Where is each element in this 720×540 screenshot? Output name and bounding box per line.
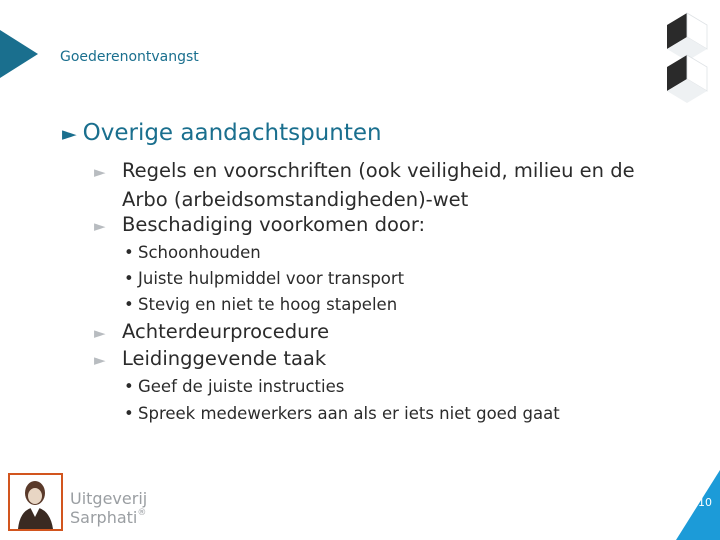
sub-bullet-marker: •	[124, 269, 134, 288]
logo-registered-mark: ®	[137, 508, 147, 518]
list-item	[94, 211, 425, 240]
list-item	[94, 345, 326, 374]
sub-bullet-marker: •	[124, 377, 134, 396]
logo-text-line2	[70, 508, 146, 527]
sub-list-item-text: Juiste hulpmiddel voor transport	[138, 269, 405, 288]
sub-list-item-text: Schoonhouden	[138, 243, 261, 262]
list-item-text: Regels en voorschriften (ook veiligheid, milieu en de	[122, 159, 635, 182]
heading-text: Overige aandachtspunten	[82, 120, 382, 146]
sub-list-item	[124, 292, 397, 318]
list-item	[94, 318, 329, 347]
sub-list-item	[124, 401, 560, 427]
sub-list-item-text: Stevig en niet te hoog stapelen	[138, 295, 398, 314]
page-number: 10	[698, 496, 712, 509]
decorative-cubes-icon	[655, 5, 720, 115]
bullet-marker: ►	[94, 217, 106, 235]
logo-text-line1: Uitgeverij	[70, 489, 148, 508]
sub-list-item	[124, 374, 344, 400]
corner-arrow-icon	[0, 30, 40, 78]
list-item-text: Leidinggevende taak	[122, 347, 327, 370]
logo-name: Sarphati	[70, 508, 138, 527]
main-heading	[62, 120, 382, 146]
portrait-logo-icon	[8, 473, 63, 531]
publisher-logo	[8, 473, 168, 533]
list-item-text: Achterdeurprocedure	[122, 320, 330, 343]
sub-list-item	[124, 266, 404, 292]
slide-section-title: Goederenontvangst	[60, 49, 199, 65]
sub-bullet-marker: •	[124, 243, 134, 262]
list-item-text-continued: Arbo (arbeidsomstandigheden)-wet	[122, 188, 469, 211]
sub-list-item-text: Geef de juiste instructies	[138, 377, 345, 396]
bullet-marker: ►	[94, 163, 106, 181]
bullet-marker: ►	[94, 351, 106, 369]
list-item	[94, 157, 635, 213]
sub-bullet-marker: •	[124, 295, 134, 314]
bullet-marker: ►	[94, 324, 106, 342]
sub-list-item	[124, 240, 261, 266]
heading-marker: ►	[62, 123, 77, 145]
sub-bullet-marker: •	[124, 404, 134, 423]
list-item-text: Beschadiging voorkomen door:	[122, 213, 426, 236]
sub-list-item-text: Spreek medewerkers aan als er iets niet goed gaat	[138, 404, 560, 423]
